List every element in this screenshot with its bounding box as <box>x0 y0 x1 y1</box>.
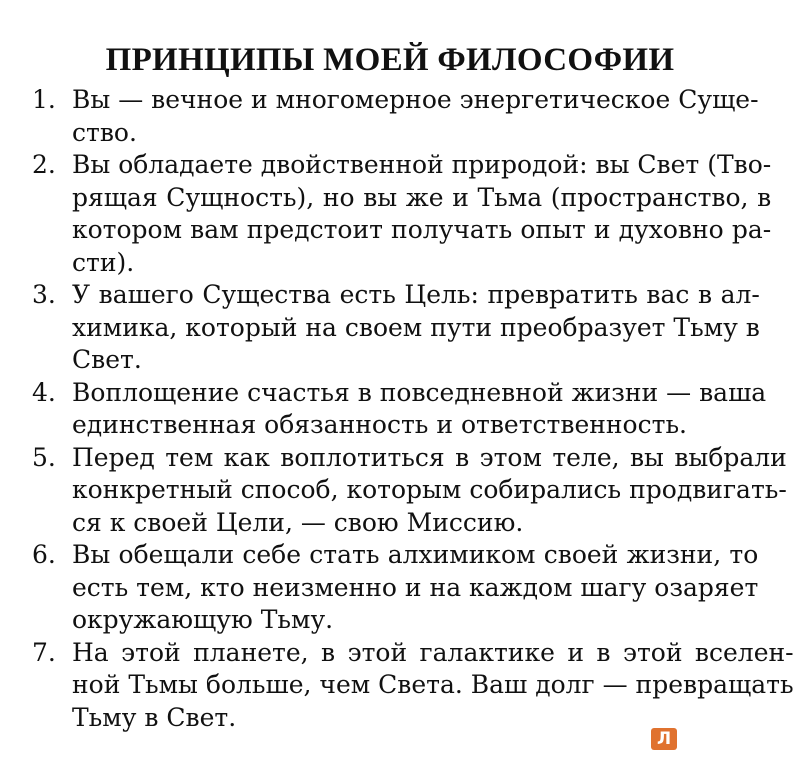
page-title: ПРИНЦИПЫ МОЕЙ ФИЛОСОФИИ <box>105 42 675 79</box>
principle-text <box>72 637 794 735</box>
text-line: есть тем, кто неизменно и на каждом шагу озаряет <box>72 572 759 602</box>
text-line: Свет. <box>72 345 142 374</box>
principles-list <box>32 84 794 734</box>
text-line: Воплощение счастья в повседневной жизни — ваша <box>72 377 767 407</box>
text-line: сти). <box>72 247 135 277</box>
principle-item-7 <box>32 637 794 735</box>
principle-text <box>72 84 759 149</box>
principle-item-5 <box>32 442 787 540</box>
principle-text <box>72 279 760 377</box>
text-line: рящая Сущность), но вы же и Тьма (пространство, в <box>72 182 772 212</box>
text-line: На этой планете, в этой галактике и в этой вселен- <box>72 637 794 667</box>
text-line: Вы — вечное и многомерное энергетическое Суще- <box>72 85 759 114</box>
principle-number: 7. <box>32 637 56 667</box>
text-line: Тьму в Свет. <box>72 702 237 732</box>
text-line: конкретный способ, которым собирались продвигать- <box>72 475 787 504</box>
publisher-logo-icon: Л <box>651 728 677 750</box>
principle-item-1 <box>32 84 758 149</box>
principle-item-6 <box>32 539 758 637</box>
principle-item-4 <box>32 377 767 442</box>
principle-text <box>72 442 787 540</box>
principle-number: 5. <box>32 442 56 472</box>
principle-number: 4. <box>32 377 56 407</box>
text-line: Вы обещали себе стать алхимиком своей жизни, то <box>72 540 759 569</box>
principle-item-3 <box>32 279 758 377</box>
text-line: окружающую Тьму. <box>72 605 334 634</box>
principle-number: 6. <box>32 540 56 569</box>
text-line: Вы обладаете двойственной природой: вы Свет (Тво- <box>72 150 772 179</box>
text-line: ство. <box>72 117 137 147</box>
text-line: единственная обязанность и ответственность. <box>72 410 688 439</box>
principle-number: 2. <box>32 150 56 179</box>
text-line: Перед тем как воплотиться в этом теле, вы выбрали <box>72 442 787 472</box>
principle-text <box>72 539 758 637</box>
text-line: ся к своей Цели, — свою Миссию. <box>72 507 524 537</box>
principle-number: 1. <box>32 85 56 114</box>
text-line: ной Тьмы больше, чем Света. Ваш долг — превращать <box>72 670 794 699</box>
principle-text <box>72 377 766 442</box>
text-line: У вашего Существа есть Цель: превратить вас в ал- <box>72 280 760 309</box>
principle-item-2 <box>32 149 772 279</box>
text-line: химика, который на своем пути преобразует Тьму в <box>72 312 760 342</box>
principle-text <box>72 149 771 279</box>
text-line: котором вам предстоит получать опыт и духовно ра- <box>72 215 772 244</box>
principle-number: 3. <box>32 280 56 309</box>
